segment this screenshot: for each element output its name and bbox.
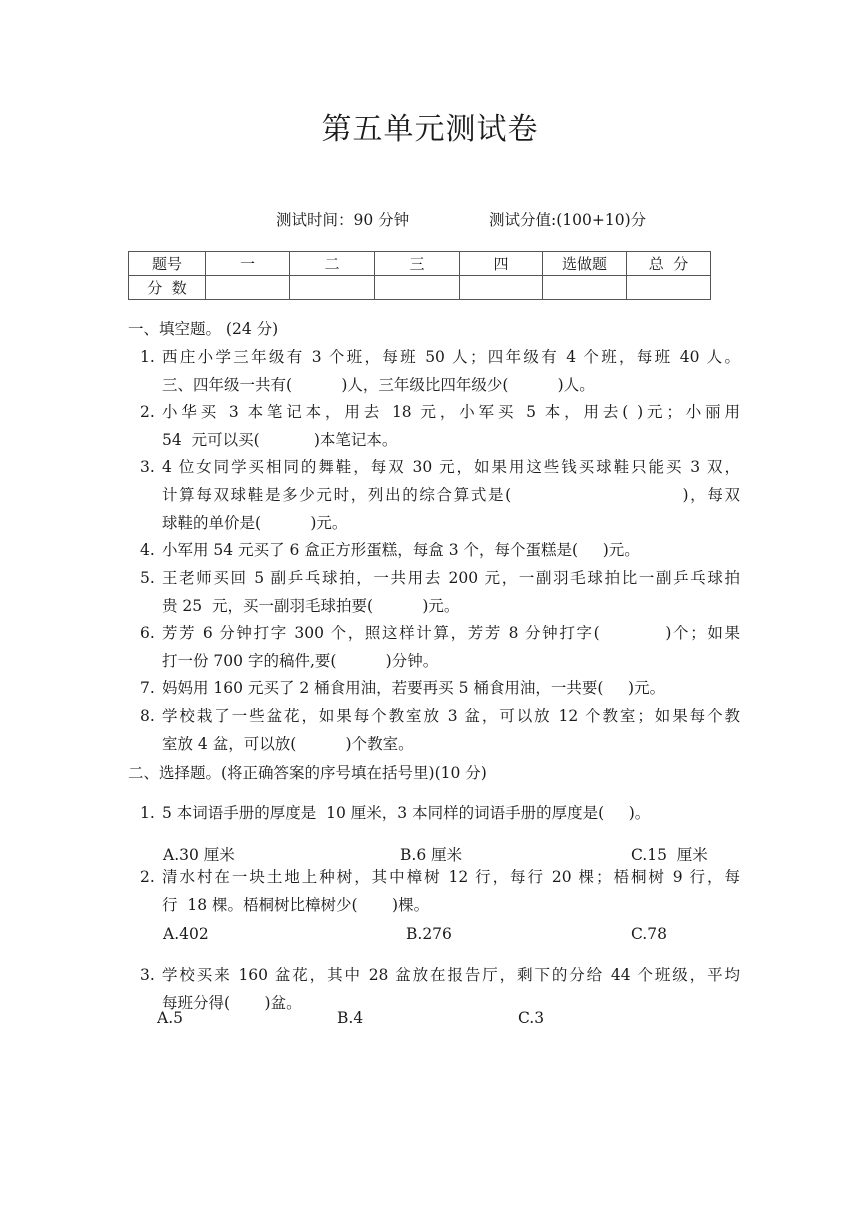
question-number: 7. (140, 679, 155, 697)
header-cell: 一 (206, 252, 290, 276)
fill-question-1 (140, 343, 740, 399)
question-text: 5 本词语手册的厚度是 10 厘米，3 本同样的词语手册的厚度是( )。 (162, 804, 651, 822)
header-cell: 二 (290, 252, 375, 276)
question-text: 学校买来 160 盆花，其中 28 盆放在报告厅，剩下的分给 44 个班级，平均 (162, 966, 740, 984)
option-b: B.4 (337, 1009, 364, 1027)
page-title: 第五单元测试卷 (321, 112, 539, 147)
row-label-cell: 分 数 (129, 276, 206, 300)
question-number: 4. (140, 541, 155, 559)
question-number: 1. (140, 348, 155, 366)
section-1-heading: 一、填空题。 (24 分) (128, 320, 279, 338)
question-text: 西庄小学三年级有 3 个班，每班 50 人；四年级有 4 个班，每班 40 人。 (162, 348, 740, 366)
test-score: 测试分值:(100+10)分 (489, 211, 647, 229)
option-b: B.276 (406, 925, 452, 943)
question-number: 8. (140, 707, 155, 725)
option-a: A.402 (163, 925, 209, 943)
score-cell[interactable] (627, 276, 711, 300)
fill-question-7 (140, 674, 740, 702)
fill-question-5 (140, 564, 740, 620)
fill-question-3 (140, 453, 740, 537)
header-cell: 选做题 (543, 252, 627, 276)
question-number: 2. (140, 403, 155, 421)
option-c: C.78 (631, 925, 667, 943)
header-cell: 四 (460, 252, 543, 276)
question-text: 学校栽了一些盆花，如果每个教室放 3 盆，可以放 12 个教室；如果每个教 (162, 707, 740, 725)
score-cell[interactable] (206, 276, 290, 300)
question-text: 54 元可以买( )本笔记本。 (162, 431, 398, 449)
fill-question-8 (140, 702, 740, 758)
choice-question-2 (140, 863, 740, 919)
question-number: 3. (140, 966, 155, 984)
question-number: 2. (140, 868, 155, 886)
question-number: 1. (140, 804, 155, 822)
option-c: C.15 厘米 (631, 846, 708, 864)
question-text: 王老师买回 5 副乒乓球拍，一共用去 200 元，一副羽毛球拍比一副乒乓球拍 (162, 569, 740, 587)
header-cell: 三 (375, 252, 460, 276)
score-cell[interactable] (290, 276, 375, 300)
score-table (128, 251, 711, 300)
option-b: B.6 厘米 (400, 846, 463, 864)
question-text: 贵 25 元，买一副羽毛球拍要( )元。 (162, 597, 460, 615)
question-text: 室放 4 盆，可以放( )个教室。 (162, 735, 414, 753)
option-a: A.5 (157, 1009, 183, 1027)
question-text: 芳芳 6 分钟打字 300 个，照这样计算，芳芳 8 分钟打字( )个；如果 (162, 624, 740, 642)
question-number: 3. (140, 458, 155, 476)
fill-question-2 (140, 398, 740, 454)
question-text: 计算每双球鞋是多少元时，列出的综合算式是( )，每双 (162, 486, 740, 504)
question-text: 打一份 700 字的稿件,要( )分钟。 (162, 652, 439, 670)
score-table-score-row (129, 276, 711, 300)
question-text: 每班分得( )盆。 (162, 994, 302, 1012)
choice-question-3 (140, 961, 740, 1017)
question-text: 球鞋的单价是( )元。 (162, 514, 348, 532)
score-cell[interactable] (543, 276, 627, 300)
question-text: 妈妈用 160 元买了 2 桶食用油，若要再买 5 桶食用油，一共要( )元。 (162, 679, 666, 697)
choice-question-1 (140, 799, 740, 827)
header-cell: 题号 (129, 252, 206, 276)
question-text: 小华买 3 本笔记本，用去 18 元，小军买 5 本，用去( )元；小丽用 (162, 403, 740, 421)
score-table-header-row (129, 252, 711, 276)
fill-question-6 (140, 619, 740, 675)
question-text: 行 18 棵。梧桐树比樟树少( )棵。 (162, 896, 430, 914)
option-a: A.30 厘米 (163, 846, 235, 864)
question-text: 小军用 54 元买了 6 盒正方形蛋糕，每盒 3 个，每个蛋糕是( )元。 (162, 541, 640, 559)
question-number: 6. (140, 624, 155, 642)
question-text: 三、四年级一共有( )人，三年级比四年级少( )人。 (162, 376, 595, 394)
question-number: 5. (140, 569, 155, 587)
score-cell[interactable] (460, 276, 543, 300)
section-2-heading: 二、选择题。(将正确答案的序号填在括号里)(10 分) (128, 764, 487, 782)
header-cell: 总 分 (627, 252, 711, 276)
option-c: C.3 (518, 1009, 545, 1027)
score-cell[interactable] (375, 276, 460, 300)
question-text: 4 位女同学买相同的舞鞋，每双 30 元，如果用这些钱买球鞋只能买 3 双， (162, 458, 740, 476)
test-time: 测试时间：90 分钟 (276, 211, 410, 229)
question-text: 清水村在一块土地上种树，其中樟树 12 行，每行 20 棵；梧桐树 9 行，每 (162, 868, 740, 886)
fill-question-4 (140, 536, 740, 564)
